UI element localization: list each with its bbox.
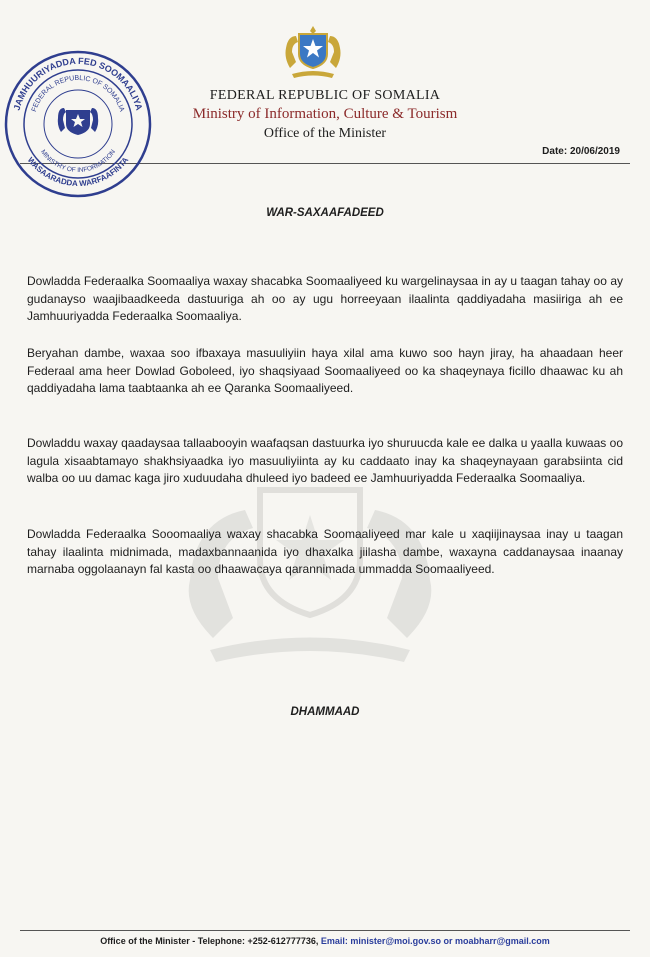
paragraph: Dowladda Federaalka Sooomaaliya waxay shacabka Soomaaliyeed mar kale u xaqiijinaysaa inay u taagan tahay ilaalinta midnimada, madaxbannaanida iyo dhaxalka jiilasha dambe, waxayna caddanaysaa inaanay marnaba oggolaanayn fal kasta oo dhaawacaya qarannimada ummadda Soomaaliyeed. xyxy=(27,527,623,576)
document-title: WAR-SAXAAFADEED xyxy=(266,207,384,219)
stamp-bottom-text: WASAARADDA WARFAAFINTA xyxy=(25,155,131,189)
paragraph: Dowladda Federaalka Soomaaliya waxay shacabka Soomaaliyeed ku wargelinaysaa in ay u taagan tahay oo ay gudanayso waajibaadkeeda dastuuriga ah oo ay ugu horreeyaan ilaalinta qaddiyadaha masiiriga ah ee Jamhuuriyadda Federaalka Soomaaliya. xyxy=(27,274,623,323)
document-date: Date: 20/06/2019 xyxy=(542,146,620,157)
footer-office: Office of the Minister - Telephone: +252-612777736, xyxy=(100,936,321,946)
stamp-inner-text: FEDERAL REPUBLIC OF SOMALIA xyxy=(30,74,126,113)
closing-text: DHAMMAAD xyxy=(290,706,360,718)
footer-divider xyxy=(20,930,630,931)
footer xyxy=(0,936,650,946)
footer-contact: Email: minister@moi.gov.so or moabharr@gmail.com xyxy=(320,936,550,946)
stamp-ministry-text: MINISTRY OF INFORMATION xyxy=(39,148,117,175)
stamp-outer-text: JAMHUURIYADDA FED SOOMAALIYA xyxy=(11,55,145,112)
svg-text:JAMHUURIYADDA FED SOOMAALIYA xyxy=(12,56,145,112)
coat-of-arms-icon xyxy=(282,24,344,82)
office-name: Office of the Minister xyxy=(263,126,387,141)
country-name: FEDERAL REPUBLIC OF SOMALIA xyxy=(209,88,441,103)
paragraph: Dowladdu waxay qaadaysaa tallaabooyin waafaqsan dastuurka iyo shuruucda kale ee dalka u yaalla kuwaas oo lagula xisaabtamayo shakhsiyaadka iyo masuuliyiinta ay ku caddaato inay ka shaqeynayaan garabsiinta cid walba oo uu damac kaga jiro xuduudaha dhuleed iyo badeed ee Jamhuuriyadda Federaalka Soomaaliya. xyxy=(27,436,623,485)
ministry-name: Ministry of Information, Culture & Tourism xyxy=(192,106,458,122)
paragraph: Beryahan dambe, waxaa soo ifbaxaya masuuliyiin haya xilal ama kuwo soo hayn jiray, ha ahaadaan heer Federaal ama heer Dowlad Goboleed, iyo shaqsiyaad Soomaaliyeed oo ka shaqeynaya ficillo dhaawac ku ah qaddiyadaha lama taabtaanka ah ee Qaranka Soomaaliyeed. xyxy=(27,346,623,395)
official-stamp-icon xyxy=(2,48,154,200)
